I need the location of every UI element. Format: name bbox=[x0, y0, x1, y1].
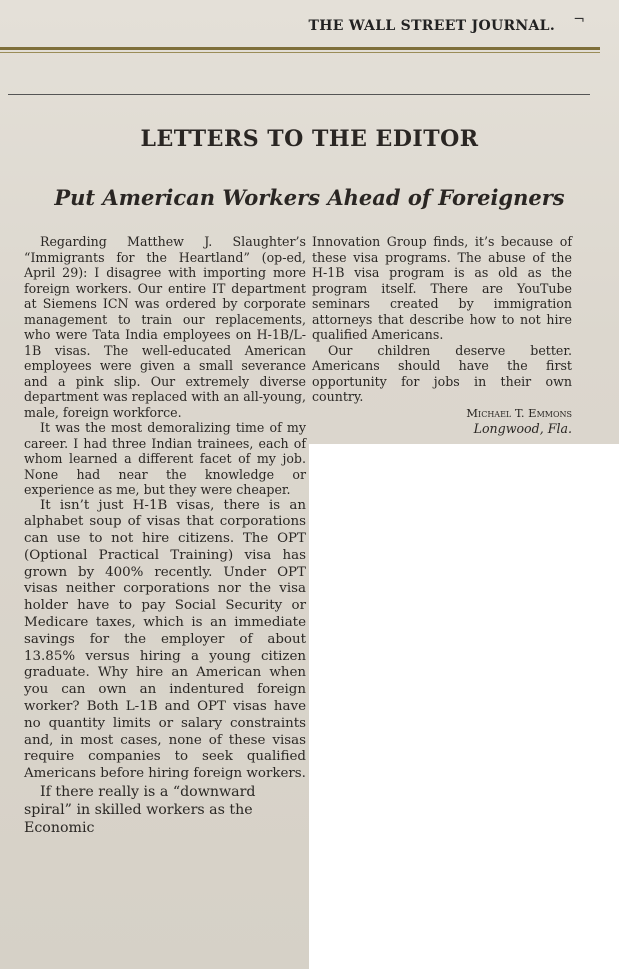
masthead-rule-thick bbox=[0, 47, 600, 50]
paragraph-2: It was the most demoralizing time of my career. I had three Indian trainees, each of whom learned a different facet of my job. None had near the knowledge or experience as me, but they were cheaper. bbox=[24, 420, 306, 497]
section-title: LETTERS TO THE EDITOR bbox=[140, 126, 479, 152]
paragraph-closing: Our children deserve better. Americans should have the first opportunity for jobs in their own country. bbox=[312, 342, 572, 404]
masthead-rule-thin bbox=[0, 52, 600, 53]
signature-name: Michael T. Emmons bbox=[466, 405, 572, 420]
left-column bbox=[24, 234, 306, 837]
masthead: THE WALL STREET JOURNAL. bbox=[308, 18, 555, 34]
blank-area bbox=[309, 444, 619, 969]
right-column bbox=[312, 234, 572, 437]
paragraph-3: It isn’t just H-1B visas, there is an alphabet soup of visas that corporations can use to not hire citizens. The OPT (Optional Practical Training) visa has grown by 400% recently. Under OPT visas neither corporations nor the visa holder have to pay Social Security or Medicare taxes, which is an immediate savings for the employer of about 13.85% versus hiring a young citizen graduate. Why hire an American when you can own an indentured foreign worker? Both L-1B and OPT visas have no quantity limits or salary constraints and, in most cases, none of these visas require companies to seek qualified Americans before hiring foreign workers. bbox=[24, 497, 306, 782]
letter-headline: Put American Workers Ahead of Foreigners bbox=[54, 185, 565, 210]
corner-mark: ¬ bbox=[573, 12, 585, 28]
signature-place: Longwood, Fla. bbox=[473, 421, 572, 436]
paragraph-4: If there really is a “downward spiral” in skilled workers as the Economic bbox=[24, 784, 256, 837]
section-rule bbox=[8, 94, 590, 95]
paragraph-1: Regarding Matthew J. Slaughter’s “Immigrants for the Heartland” (op-ed, April 29): I disagree with importing more foreign workers. Our entire IT department at Siemens ICN was ordered by corporate management to train our replacements, who were Tata India employees on H-1B/L-1B visas. The well-educated American employees were given a small severance and a pink slip. Our extremely diverse department was replaced with an all-young, male, foreign workforce. bbox=[24, 234, 306, 420]
paragraph-continued: Innovation Group finds, it’s because of these visa programs. The abuse of the H-1B visa program is as old as the program itself. There are YouTube seminars created by immigration attorneys that describe how to not hire qualified Americans. bbox=[312, 234, 572, 342]
